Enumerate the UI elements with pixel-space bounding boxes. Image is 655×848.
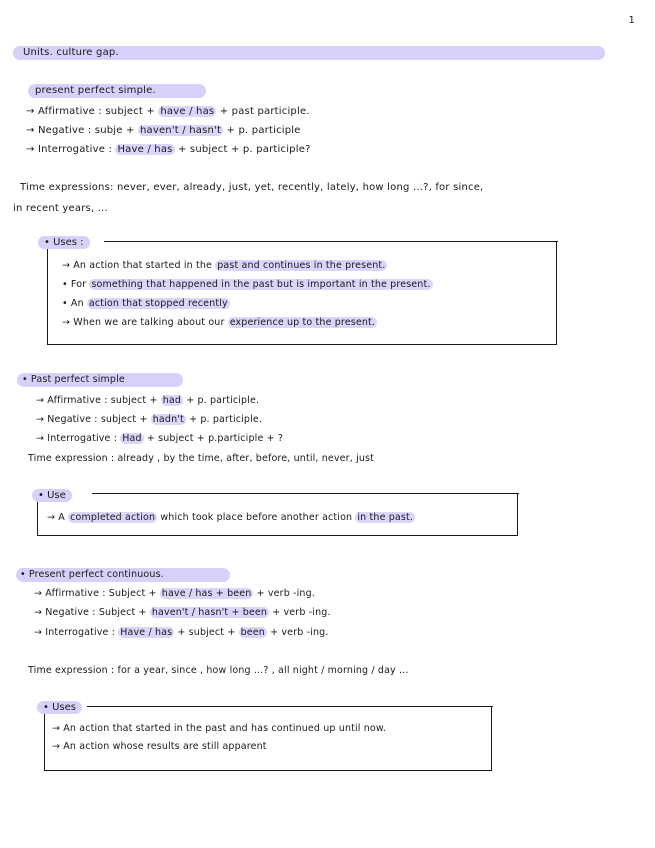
page-title: Units. culture gap. xyxy=(23,47,119,58)
rule-aux-highlight: hadn't xyxy=(152,414,184,425)
section-heading-present-perfect-continuous: • Present perfect continuous. xyxy=(20,569,164,580)
use-text: → When we are talking about our xyxy=(62,317,225,328)
rule-label: → Interrogative : xyxy=(26,144,113,155)
rule-label: → Affirmative : xyxy=(34,588,106,599)
section-heading-present-perfect: present perfect simple. xyxy=(35,85,156,96)
rule-label: → Interrogative : xyxy=(34,627,116,638)
rule-subject: Subject + xyxy=(108,588,157,599)
rule-negative xyxy=(26,125,301,137)
rule-aux-highlight: haven't / hasn't + been xyxy=(151,607,268,618)
rule-affirmative xyxy=(34,588,315,600)
rule-label: → Affirmative : xyxy=(36,395,108,406)
use-highlight: something that happened in the past but is important in the present. xyxy=(91,279,431,290)
rule-aux-highlight: been xyxy=(240,627,265,638)
rule-rest: + past participle. xyxy=(219,106,310,117)
rule-rest: + subject + p. participle? xyxy=(177,144,311,155)
uses-box xyxy=(47,241,557,345)
rule-interrogative xyxy=(34,627,328,639)
box-top-rule xyxy=(87,706,493,707)
use-text: • An xyxy=(62,298,84,309)
rule-rest: + p. participle. xyxy=(189,414,263,425)
rule-aux-highlight: haven't / hasn't xyxy=(139,125,222,136)
rule-subject: + subject + xyxy=(177,627,236,638)
rule-aux-highlight: Have / has xyxy=(120,627,173,638)
rule-aux-highlight: Had xyxy=(122,433,142,444)
use-text: → A xyxy=(47,512,65,523)
rule-label: → Negative : xyxy=(26,125,92,136)
rule-negative xyxy=(34,607,331,619)
rule-subject: subje + xyxy=(94,125,135,136)
rule-interrogative xyxy=(36,433,283,445)
page-number: 1 xyxy=(628,15,635,26)
rule-rest: + verb -ing. xyxy=(256,588,315,599)
time-expressions: Time expression : already , by the time, after, before, until, never, just xyxy=(28,453,374,464)
use-text: which took place before another action xyxy=(160,512,353,523)
list-item xyxy=(62,260,387,272)
rule-label: → Negative : xyxy=(36,414,98,425)
rule-subject: subject + xyxy=(105,106,155,117)
rule-rest: + verb -ing. xyxy=(272,607,331,618)
rule-aux-highlight: had xyxy=(162,395,182,406)
list-item: → An action that started in the past and has continued up until now. xyxy=(52,723,387,734)
time-expressions-line1: Time expressions: never, ever, already, just, yet, recently, lately, how long ...?, for since, xyxy=(20,182,484,193)
rule-aux-highlight: have / has xyxy=(160,106,215,117)
rule-subject: subject + xyxy=(110,395,158,406)
rule-aux-highlight: have / has + been xyxy=(161,588,252,599)
rule-aux-highlight: Have / has xyxy=(117,144,173,155)
use-label: • Use xyxy=(32,489,72,502)
rule-rest: + subject + p.participle + ? xyxy=(146,433,284,444)
list-item xyxy=(47,512,415,524)
list-item xyxy=(62,298,230,310)
time-expressions: Time expression : for a year, since , how long ...? , all night / morning / day ... xyxy=(28,665,409,676)
rule-subject: Subject + xyxy=(98,607,147,618)
rule-label: → Affirmative : xyxy=(26,106,102,117)
uses-box xyxy=(44,706,492,771)
uses-label: • Uses xyxy=(37,701,82,714)
section-heading-past-perfect: • Past perfect simple xyxy=(22,374,125,385)
box-top-rule xyxy=(104,241,558,242)
rule-subject: subject + xyxy=(100,414,148,425)
rule-affirmative xyxy=(26,106,310,118)
list-item: → An action whose results are still apparent xyxy=(52,741,267,752)
uses-label: • Uses : xyxy=(38,236,90,249)
rule-rest: + verb -ing. xyxy=(270,627,329,638)
list-item xyxy=(62,317,377,329)
rule-negative xyxy=(36,414,262,426)
rule-label: → Interrogative : xyxy=(36,433,118,444)
rule-rest: + p. participle. xyxy=(186,395,260,406)
use-highlight: action that stopped recently xyxy=(88,298,228,309)
rule-interrogative xyxy=(26,144,311,156)
time-expressions-line2: in recent years, ... xyxy=(13,203,108,214)
rule-affirmative xyxy=(36,395,259,407)
list-item xyxy=(62,279,433,291)
use-highlight: in the past. xyxy=(357,512,414,523)
use-text: • For xyxy=(62,279,87,290)
rule-label: → Negative : xyxy=(34,607,96,618)
use-highlight: past and continues in the present. xyxy=(217,260,386,271)
box-top-rule xyxy=(92,493,519,494)
use-highlight: completed action xyxy=(70,512,156,523)
use-highlight: experience up to the present. xyxy=(229,317,376,328)
rule-rest: + p. participle xyxy=(226,125,301,136)
use-text: → An action that started in the xyxy=(62,260,213,271)
